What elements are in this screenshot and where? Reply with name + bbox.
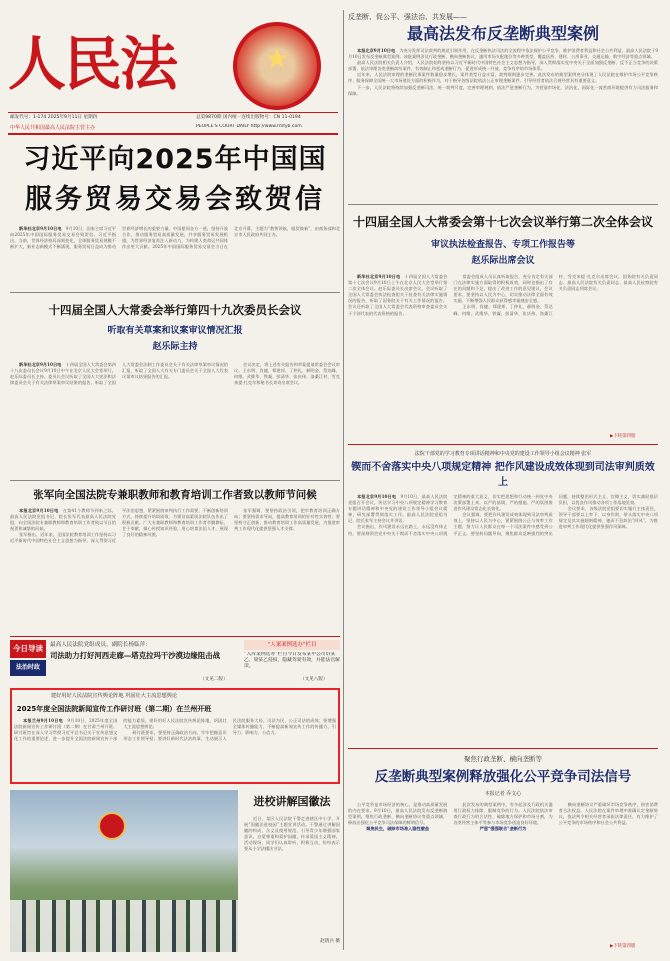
masthead-info-1: 邮发代号：1-174 2025年9月11日 星期四 [10,115,98,120]
top-right-body: 本报北京9月10日电 为充分发挥司法裁判的规范引领作用，在反垄断执法司法的全流程中依法保护公平竞争，维护消费者利益和社会公共利益，最高人民法院于9月10日发布反垄断典型案例。该批案例涉及行政垄断、横向垄断协议、滥用市场支配地位等多种类型，覆盖医药、建材、公用事业、交通运输、数字经济等重点领域。 最高人民法院相关负责人介绍，人民法院始终坚持以习近平新时代中国特色社会主义思想为指导，深入贯彻落实党中央关于全面加强反垄断、反不正当竞争的决策部署，依法审理各类垄断纠纷案件，有效制止和惩戒垄断行为，促进形成统一开放、竞争有序的市场体系。 近年来，人民法院审理的垄断民事案件数量稳步增长，案件类型日益丰富，裁判规则逐步完善。此次发布的典型案例充分体现了人民法院在维护市场公平竞争秩序、服务保障全国统一大市场建设方面的积极作为，对于指导各级法院依法公正审理垄断案件、引导经营者依法合规经营具有重要意义。 下一步，人民法院将持续加强反垄断司法，统一裁判尺度，完善审理规则，依法严惩垄断行为，为营造市场化、法治化、国际化一流营商环境提供有力司法服务和保障。 [348,48,658,96]
top-right-byline: 本报北京9月10日电 [357,48,396,53]
npc-left-subhead2: 赵乐际主持 [152,342,198,352]
guide-box-note: （文见八版） [300,677,328,682]
lead-dateline: 新华社北京9月10日电 [19,226,62,231]
campaign-headline: 锲而不舍落实中央八项规定精神 把作风建设成效体现到司法审判质效上 [351,462,655,488]
guide-kicker[interactable]: 最高人民法院党组成员、副院长杨临萍： [50,642,151,648]
guide-box-text[interactable]: “入库案例选办”栏目今日发布某甲公司诉某乙、梁某乙侵权，隐藏驾驶有效，并能法官解读。 [244,652,340,669]
campaign-kicker: 法院干部党的学习教育专项讲话精神和中央党的建设工作领导小组会议精神 张军 [414,451,592,457]
guide-badge-bottom: 法治时政 [10,660,46,676]
campus-byline: 赵倩兵 摄 [320,939,340,944]
top-right-headline: 最高法发布反垄断典型案例 [406,24,599,43]
forum-kicker: 建好用好人民法院宣传舆论阵地 巩固壮大主流思想舆论 [50,693,178,699]
anti-monopoly-sub1: 聚焦民生，破除市场准入隐性壁垒 [366,826,430,832]
anti-monopoly-byline: 本报记者 乔文心 [484,791,522,797]
top-right-kicker: 反垄断、促公平、强法治、共发展—— [348,13,467,21]
anti-monopoly-kicker: 聚焦行政垄断、横向垄断等 [464,755,542,763]
campus-headline: 进校讲解国徽法 [253,795,331,808]
anti-monopoly-sub2: 严惩“强强联合”垄断行为 [479,826,527,832]
npc-right-subhead2: 赵乐际出席会议 [471,256,535,266]
lead-headline-line1: 习近平向2025年中国国 [23,144,327,175]
masthead-info-3: 总第9870期 国内统一连续出版物号：CN 11-0194 [196,115,301,120]
npc-right-headline: 十四届全国人大常委会第十七次会议举行第二次全体会议 [352,215,653,229]
guide-badge-top: 今日导读 [10,640,46,658]
npc-right-continue[interactable]: ▶下转第四版 [610,434,636,439]
masthead-info-4: PEOPLE'S COURT DAILY http://www.rmfyb.com [196,124,302,129]
anti-monopoly-continue[interactable]: ▶下转第四版 [610,944,636,949]
lead-body: 新华社北京9月10日电 9月10日，国家主席习近平向2025年中国国际服务贸易交易会致贺信。习近平指出，当前，世界经济格局深刻变化，全球服务贸易规模不断扩大，新业态新模式不断涌现，服务贸易日益成为推动世界经济增长的重要力量。中国愿同各方一道，坚持开放合作，推动服务贸易高质量发展，共享服务贸易发展机遇，为世界经济复苏注入新动力，为构建人类命运共同体作出更大贡献。2025年中国国际服务贸易交易会当日在北京开幕，主题为“数智领航，服贸焕新”，由商务部和北京市人民政府共同主办。 [10,226,340,250]
campaign-body: 本报北京9月10日电 9月10日，最高人民法院党组召开会议，传达学习中央八项规定精神学习教育专题讲话精神和中央党的建设工作领导小组会议精神，研究部署贯彻落实工作。最高人民法院党组书记、院长张军主持会议并讲话。 会议指出，作风建设永远在路上，永远没有休止符。要深刻领会党中央关于锲而不舍落实中央八项规定精神的重大意义，切实把思想和行动统一到党中央决策部署上来，以严的基调、严的措施、严的氛围推进作风建设常态化长效化。 会议强调，要把作风建设成效体现到司法审判质效上，坚持以人民为中心，紧紧围绕公正与效率工作主题，努力让人民群众在每一个司法案件中感受到公平正义。要坚持问题导向，聚焦群众反映强烈的突出问题，持续整治形式主义、官僚主义，切实减轻基层负担，以优良作风推动各项工作落地见效。 会议要求，各级法院党组要切实履行主体责任，领导干部要以上率下、以身作则，带头落实中央八项规定及其实施细则精神，驰而不息纠治“四风”，为推进审判工作现代化提供坚强作风保障。 [348,494,658,536]
campus-body: 近日，某区人民法院干警走进辖区中小学，开展“国徽法进校园”主题宣讲活动。干警通过讲解国徽的构成、含义及使用规范，引导青少年增强国家意识，自觉尊重和爱护国徽，传承爱国主义精神。活动现场，同学们认真聆听，积极互动，纷纷表示要从小学法懂法守法。 [244,816,340,852]
npc-left-subhead1: 听取有关草案和议案审议情况汇报 [107,326,243,336]
teacher-dateline: 本报北京9月10日电 [19,508,59,513]
npc-left-body: 新华社北京9月10日电 十四届全国人大常委会第四十九次委员长会议9月10日中午在北京人民大会堂举行。赵乐际委员长主持。委员长会议听取了全国人大宪法和法律委员会关于有关法律草案审议结果的报告，听取了全国人大常委会法制工作委员会关于有关法律草案审议情况的汇报，听取了全国人大有关专门委员会关于全国人大代表议案审议结果报告的汇报。 会议决定，将上述有关报告和草案提请常委会会议审议。王东明、肖捷、郑建邦、丁仲礼、郝明金、蔡达峰、何维、武维华、铁凝、彭清华、张庆伟、洛桑江村、雪克来提·扎克尔和秘书长刘奇出席会议。 [10,362,340,386]
npc-left-dateline: 新华社北京9月10日电 [19,362,62,367]
teacher-body: 本报北京9月10日电 在第41个教师节到来之际，最高人民法院党组书记、院长张军代表最高人民法院党组，向全国法院专兼职教师和教育培训工作者致以节日的祝贺和诚挚的问候。 张军指出，近年来，全国法院教育培训工作坚持以习近平新时代中国特色社会主义思想为指导，深入贯彻习近平法治思想，紧紧围绕审判执行工作需要，不断创新培训方式，持续提升培训质效，为建设高素质法院队伍作出了积极贡献。广大专兼职教师和教育培训工作者辛勤耕耘、甘于奉献，倾心传授知识经验，用心培育法治人才，展现了良好的精神风貌。 张军强调，要坚持政治引领，把牢教育培训正确方向；要坚持需求导向，提高教育培训的针对性实效性；要坚持守正创新，推动教育培训工作高质量发展，为推进审判工作现代化提供坚强人才支撑。 [10,508,340,544]
forum-dateline: 本报兰州9月10日电 [23,718,64,723]
teacher-headline: 张军向全国法院专兼职教师和教育培训工作者致以教师节问候 [33,489,317,501]
npc-left-headline: 十四届全国人大常委会举行第四十九次委员长会议 [48,303,302,317]
emblem-star-icon: ★ [264,44,290,74]
npc-right-subhead1: 审议执法检查报告、专项工作报告等 [430,240,575,250]
anti-monopoly-headline: 反垄断典型案例释放强化公平竞争司法信号 [374,769,632,785]
anti-monopoly-body: 公平竞争是市场经济的核心，是推动高质量发展的内在要求。9月10日，最高人民法院发布反垄断典型案例，聚焦行政垄断、横向垄断协议等重点领域，释放出强化公平竞争司法保障的鲜明信号。 聚焦民生，破除市场准入隐性壁垒 此次发布的典型案例中，有多起涉及行政机关滥用行政权力排除、限制竞争的行为。人民法院依法审查行政行为的合法性，破除地方保护和市场分割，为各类经营主体平等参与市场竞争创造良好环境。 严惩“强强联合”垄断行为 横向垄断协议严重破坏市场竞争秩序，损害消费者合法权益。人民法院在案件审理中准确认定垄断协议，依法判令相关经营者承担法律责任，有力维护了公平竞争的市场秩序和社会公共利益。 [348,802,658,832]
npc-right-dateline: 新华社北京9月10日电 [357,274,401,279]
campaign-dateline: 本报北京9月10日电 [357,494,397,499]
forum-headline: 2025年度全国法院新闻宣传工作研讨班（第二期）在兰州开班 [16,705,212,713]
lead-headline-line2: 服务贸易交易会致贺信 [25,184,325,215]
masthead-title: 人民法 [8,30,177,98]
guide-headline[interactable]: 司法助力打好河西走廊—塔克拉玛干沙漠边缘阻击战 [50,651,220,660]
campus-photo-emblem-icon [98,812,126,840]
campus-photo-crowd [10,900,238,952]
forum-body: 本报兰州9月10日电 9月10日，2025年度全国法院新闻宣传工作研讨班（第二期）在甘肃兰州开班。研讨班旨在深入学习贯彻习近平总书记关于宣传思想文化工作的重要论述，进一步提升全国法院新闻宣传干部的能力素质，建好用好人民法院宣传舆论阵地，巩固壮大主流思想舆论。 研讨班要求，要坚持正确政治方向，牢牢把握意识形态工作领导权；要讲好新时代法治故事，生动展示人民法院服务大局、司法为民、公正司法的成效；要增强全媒体传播能力，不断提高新闻宣传工作的传播力、引导力、影响力、公信力。 [14,718,336,742]
npc-right-body: 新华社北京9月10日电 十四届全国人大常委会第十七次会议9月10日上午在北京人民大会堂举行第二次全体会议。赵乐际委员长出席会议。会议听取了全国人大常委会执法检查组关于检查有关法律实施情况的报告，听取了国务院关于有关工作情况的报告。会议还听取了全国人大常委会代表资格审查委员会关于个别代表的代表资格的报告。 常委会组成人员认真听取报告，充分肯定有关部门在法律实施方面取得的积极成效，同时也指出了存在的问题和不足，提出了改进工作的意见建议。会议要求，要坚持以人民为中心，切实推动法律全面有效实施，不断增强人民群众获得感幸福感安全感。 王东明、肖捷、郑建邦、丁仲礼、郝明金、蔡达峰、何维、武维华、铁凝、彭清华、张庆伟、洛桑江村、雪克来提·扎克尔出席会议。国务院有关负责同志、最高人民法院有关负责同志、最高人民检察院有关负责同志列席会议。 [348,274,658,316]
masthead-info-2: 中华人民共和国最高人民法院主管主办 [10,125,96,131]
guide-note: （文见二版） [200,677,228,682]
guide-banner: “人案案例选办”栏目 [244,640,340,650]
